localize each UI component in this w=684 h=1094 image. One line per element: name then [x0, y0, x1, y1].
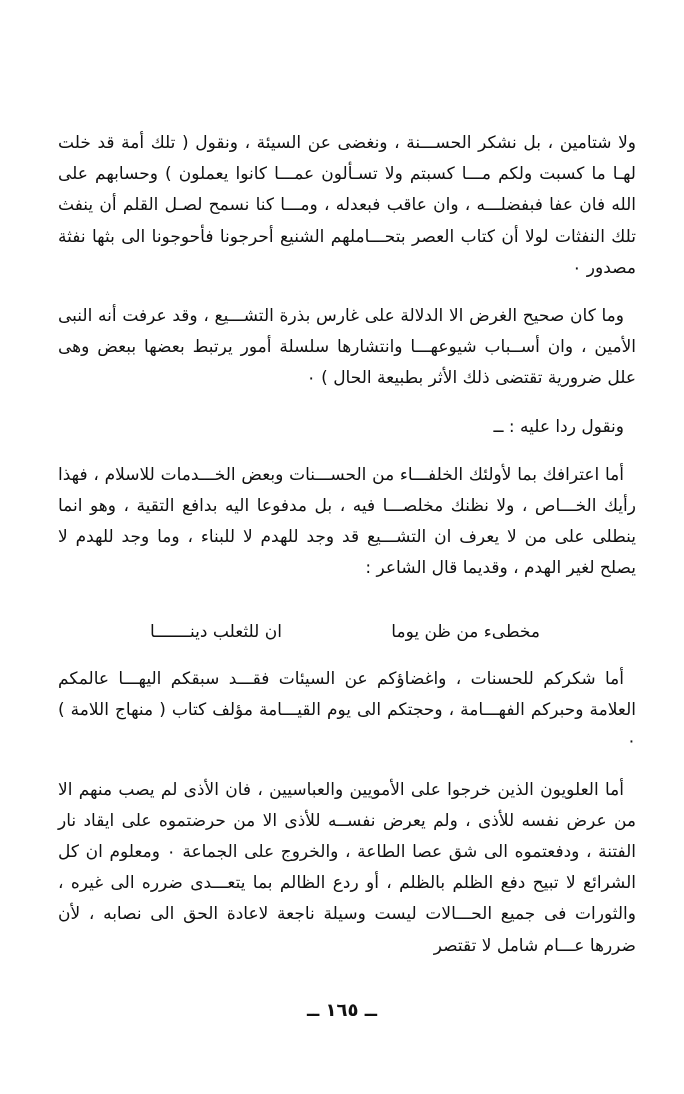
page-number: ــ ١٦٥ ــ	[306, 1000, 378, 1021]
body-text-lower	[58, 664, 636, 962]
verse-first-hemistich: مخطىء من ظن يوما	[391, 622, 540, 642]
paragraph-1: ولا شتامين ، بل نشكر الحســـنة ، ونغضى عن السيئة ، ونقول ( تلك أمة قد خلت لهـا ما كسبت ولكم مـــا كسبتم ولا تسـألون عمـــا كانوا يعملون ) وحسابهم على الله فان عفا فبفضلـــه ، وان عاقب فبعدله ، ومـــا كنا نسمح لصـل القلم أن ينفث تلك النفثات لولا أن كتاب العصر بتحـــاملهم الشنيع أحرجونا فأحوجونا الى بثها نفثة مصدور ٠	[58, 133, 636, 278]
paragraph-6: أما العلويون الذين خرجوا على الأمويين والعباسيين ، فان الأذى لم يصب منهم الا من عرض نفسه للأذى ، ولم يعرض نفســه للأذى الا من حرضتموه على ايقاد نار الفتنة ، ودفعتموه الى شق عصا الطاعة ، والخروج على الجماعة ٠ ومعلوم ان كل الشرائع لا تبيح دفع الظلم بالظلم ، أو ردع الظالم بما يتعـــدى ضرره الى غيره ، والثورات فى جميع الحـــالات ليست وسيلة ناجعة لاعادة الحق الى نصابه ، لأن ضررها عـــام شامل لا تقتصر	[58, 779, 637, 956]
verse-second-hemistich: ان للثعلب دينـــــــا	[150, 622, 282, 642]
paragraph-2: وما كان صحيح الغرض الا الدلالة على غارس بذرة التشـــيع ، وقد عرفت أنه النبى الأمين ، وان أســباب شيوعهـــا وانتشارها سلسلة أمور يرتبط بعضها ببعض وهى علل ضرورية تقتضى ذلك الأثر بطبيعة الحال ) ٠	[58, 306, 636, 389]
paragraph-5: أما شكركم للحسنات ، واغضاؤكم عن السيئات فقـــد سبقكم اليهـــا عالمكم العلامة وحبركم الفهـــامة ، وحجتكم الى يوم القيـــامة مؤلف كتاب ( منهاج اللامة ) ٠	[58, 669, 636, 752]
paragraph-3: ونقول ردا عليه : ــ	[493, 416, 624, 437]
paragraph-4: أما اعترافك بما لأولئك الخلفـــاء من الحســـنات وبعض الخـــدمات للاسلام ، فهذا رأيك الخـــاص ، ولا نظنك مخلصـــا فيه ، بل مدفوعا اليه بدافع التقية ، وهو انما ينطلى على من لا يعرف ان التشـــيع قد وجد للهدم لا للبناء ، وما وجد للهدم لا يصلح لغير الهدم ، وقديما قال الشاعر :	[58, 464, 636, 579]
body-text-upper	[58, 128, 636, 585]
poetry-verse	[150, 617, 540, 647]
